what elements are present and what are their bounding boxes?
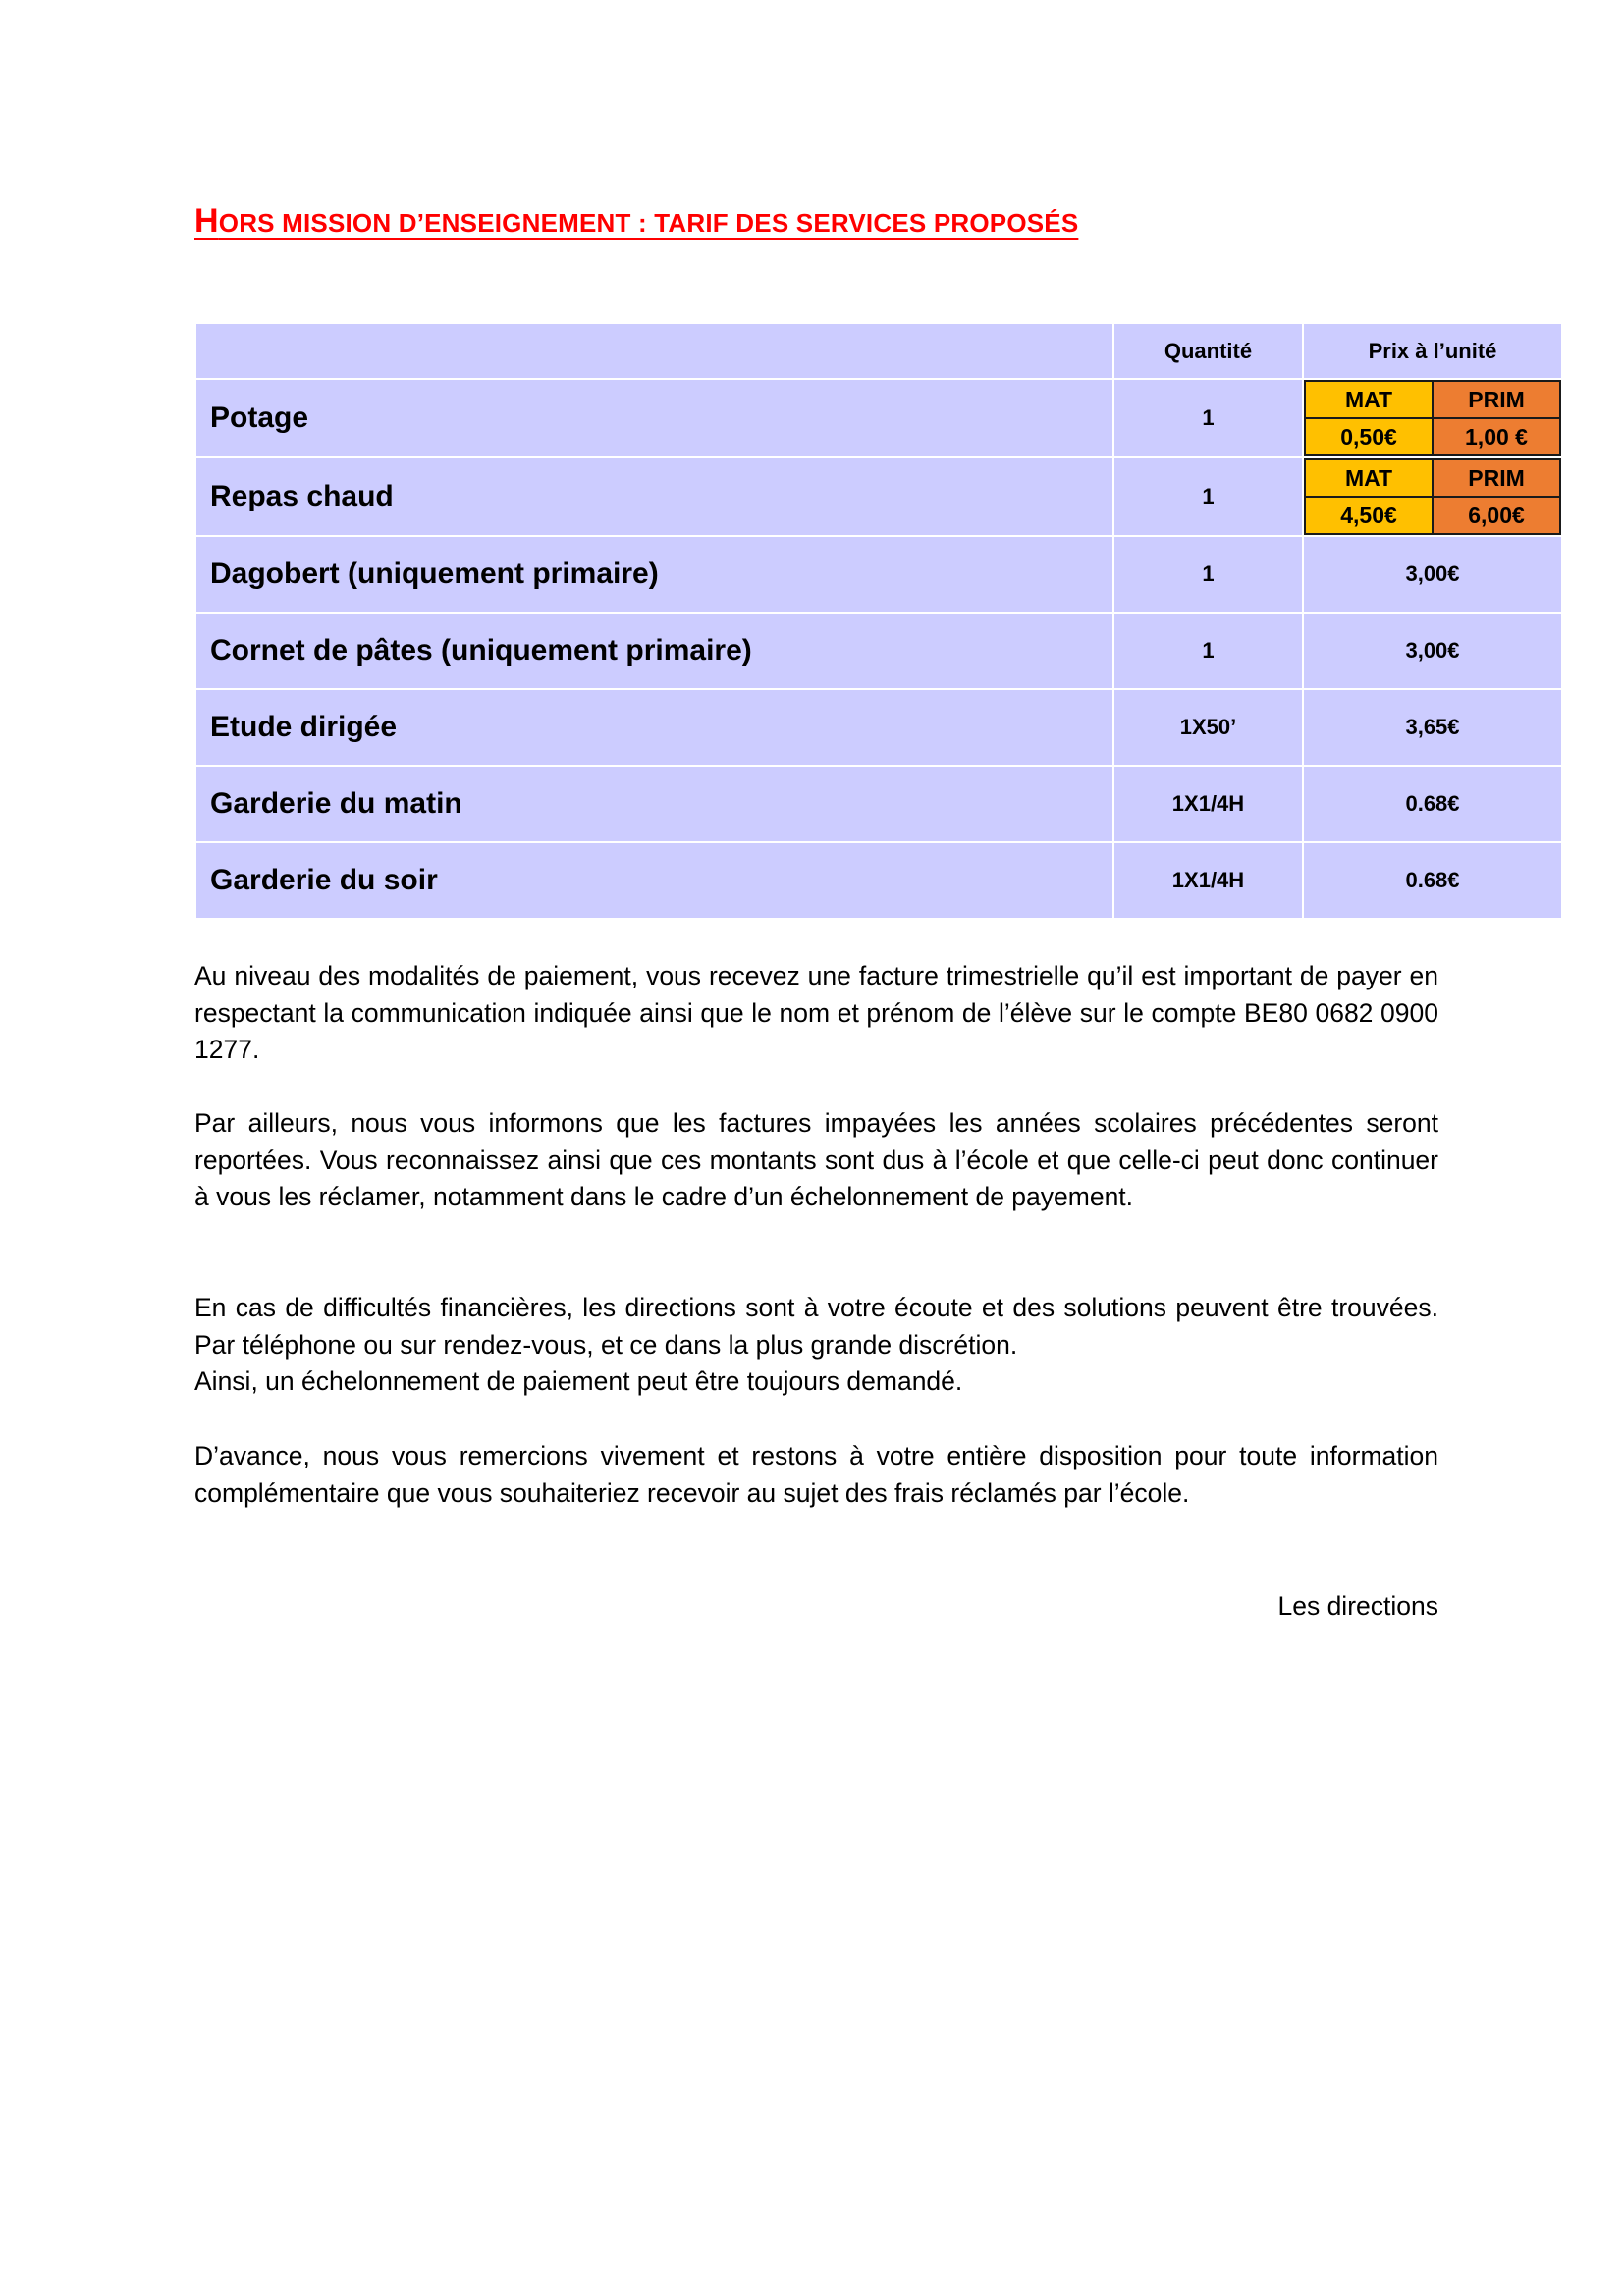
table-row [195,379,1562,457]
page-title-text: ORS MISSION D’ENSEIGNEMENT : TARIF DES SERVICES PROPOSÉS [218,208,1079,238]
thanks-paragraph: D’avance, nous vous remercions vivement et restons à votre entière disposition pour toute information complémentaire que vous souhaiteriez recevoir au sujet des frais réclamés par l’école. [194,1441,1438,1508]
page-title [194,202,1078,240]
price-value: 3,00€ [1303,613,1562,689]
mat-price: 0,50€ [1305,418,1433,455]
table-row [195,457,1562,536]
table-header-row [195,323,1562,379]
price-value: 3,00€ [1303,536,1562,613]
payment-paragraph: Au niveau des modalités de paiement, vous recevez une facture trimestrielle qu’il est important de payer en respectant la communication indiquée ainsi que le nom et prénom de l’élève sur le compte BE80 0682 0900 1277. [194,961,1438,1064]
mat-label: MAT [1305,459,1433,497]
table-row [195,613,1562,689]
service-label: Repas chaud [195,457,1113,536]
installments-paragraph: Ainsi, un échelonnement de paiement peut être toujours demandé. [194,1366,963,1396]
page-title-initial: H [194,202,219,240]
service-label: Dagobert (uniquement primaire) [195,536,1113,613]
service-label: Garderie du soir [195,842,1113,919]
header-unit-price: Prix à l’unité [1303,323,1562,379]
quantity-value: 1 [1113,379,1303,457]
price-value: 0.68€ [1303,766,1562,842]
quantity-value: 1X50’ [1113,689,1303,766]
quantity-value: 1X1/4H [1113,842,1303,919]
price-split [1303,379,1562,457]
unpaid-invoices-paragraph: Par ailleurs, nous vous informons que les factures impayées les années scolaires précédentes seront reportées. Vous reconnaissez ainsi que ces montants sont dus à l’école et que celle-ci peut donc continuer à vous les réclamer, notamment dans le cadre d’un échelonnement de payement. [194,1108,1438,1211]
price-value: 0.68€ [1303,842,1562,919]
header-service [195,323,1113,379]
mat-label: MAT [1305,381,1433,418]
table-row [195,536,1562,613]
service-label: Potage [195,379,1113,457]
mat-price: 4,50€ [1305,497,1433,534]
prim-label: PRIM [1433,459,1560,497]
header-quantity: Quantité [1113,323,1303,379]
table-row [195,766,1562,842]
price-value: 3,65€ [1303,689,1562,766]
signature: Les directions [1277,1591,1438,1621]
price-split [1303,457,1562,536]
service-label: Etude dirigée [195,689,1113,766]
quantity-value: 1 [1113,457,1303,536]
quantity-value: 1X1/4H [1113,766,1303,842]
service-label: Garderie du matin [195,766,1113,842]
prim-label: PRIM [1433,381,1560,418]
service-label: Cornet de pâtes (uniquement primaire) [195,613,1113,689]
table-row [195,689,1562,766]
quantity-value: 1 [1113,536,1303,613]
tariff-table [194,322,1563,920]
financial-difficulties-paragraph: En cas de difficultés financières, les directions sont à votre écoute et des solutions peuvent être trouvées. Par téléphone ou sur rendez-vous, et ce dans la plus grande discrétion. [194,1293,1438,1360]
prim-price: 6,00€ [1433,497,1560,534]
quantity-value: 1 [1113,613,1303,689]
prim-price: 1,00 € [1433,418,1560,455]
table-row [195,842,1562,919]
